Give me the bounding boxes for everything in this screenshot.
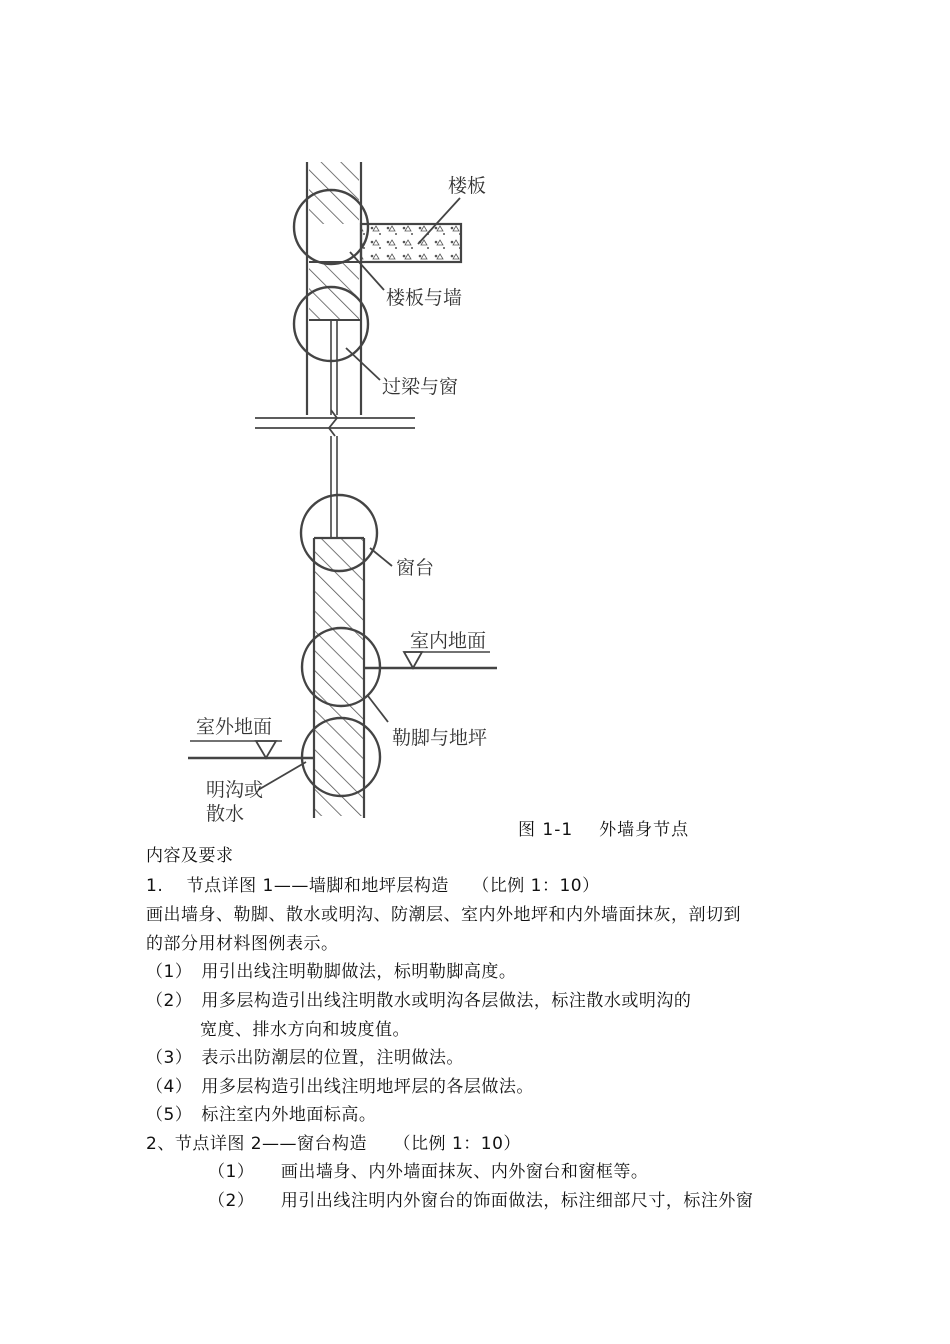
break-line	[255, 410, 415, 436]
item2-title: 2、节点详图 2——窗台构造 （比例 1：10）	[146, 1134, 521, 1154]
item1-desc-line2: 的部分用材料图例表示。	[146, 934, 339, 954]
item2-sub2: （2） 用引出线注明内外窗台的饰面做法，标注细部尺寸，标注外窗	[208, 1191, 754, 1211]
indoor-elevation-triangle	[404, 652, 422, 668]
item1-desc-line1: 画出墙身、勒脚、散水或明沟、防潮层、室内外地坪和内外墙面抹灰，剖切到	[146, 905, 741, 925]
label-lintel-window: 过梁与窗	[382, 376, 459, 398]
item2-sub1: （1） 画出墙身、内外墙面抹灰、内外窗台和窗框等。	[208, 1162, 649, 1182]
label-ditch-line1: 明沟或	[206, 779, 264, 801]
floor-slab	[361, 224, 461, 262]
item1-title: 1. 节点详图 1——墙脚和地坪层构造 （比例 1：10）	[146, 876, 600, 896]
item1-sub3: （3） 表示出防潮层的位置，注明做法。	[146, 1048, 464, 1068]
label-slab-wall: 楼板与墙	[386, 287, 463, 309]
figure-caption	[518, 815, 689, 840]
item1-sub5: （5） 标注室内外地面标高。	[146, 1105, 377, 1125]
label-outdoor-ground: 室外地面	[196, 716, 273, 738]
label-indoor-floor: 室内地面	[410, 630, 487, 652]
item1-sub4: （4） 用多层构造引出线注明地坪层的各层做法。	[146, 1077, 534, 1097]
item1-sub1: （1） 用引出线注明勒脚做法，标明勒脚高度。	[146, 962, 517, 982]
section-heading: 内容及要求	[146, 846, 234, 866]
item1-sub2-line2: 宽度、排水方向和坡度值。	[200, 1020, 410, 1040]
label-ditch-line2: 散水	[206, 803, 245, 825]
item1-sub2-line1: （2） 用多层构造引出线注明散水或明沟各层做法，标注散水或明沟的	[146, 991, 692, 1011]
outdoor-elevation-triangle	[256, 741, 276, 758]
figure-title: 外墙身节点	[599, 820, 690, 840]
figure-number: 图 1-1	[518, 820, 574, 840]
label-floor-slab: 楼板	[448, 175, 487, 197]
label-plinth-floor: 勒脚与地坪	[392, 727, 488, 749]
lower-wall	[314, 538, 364, 818]
label-window-sill: 窗台	[396, 557, 435, 579]
